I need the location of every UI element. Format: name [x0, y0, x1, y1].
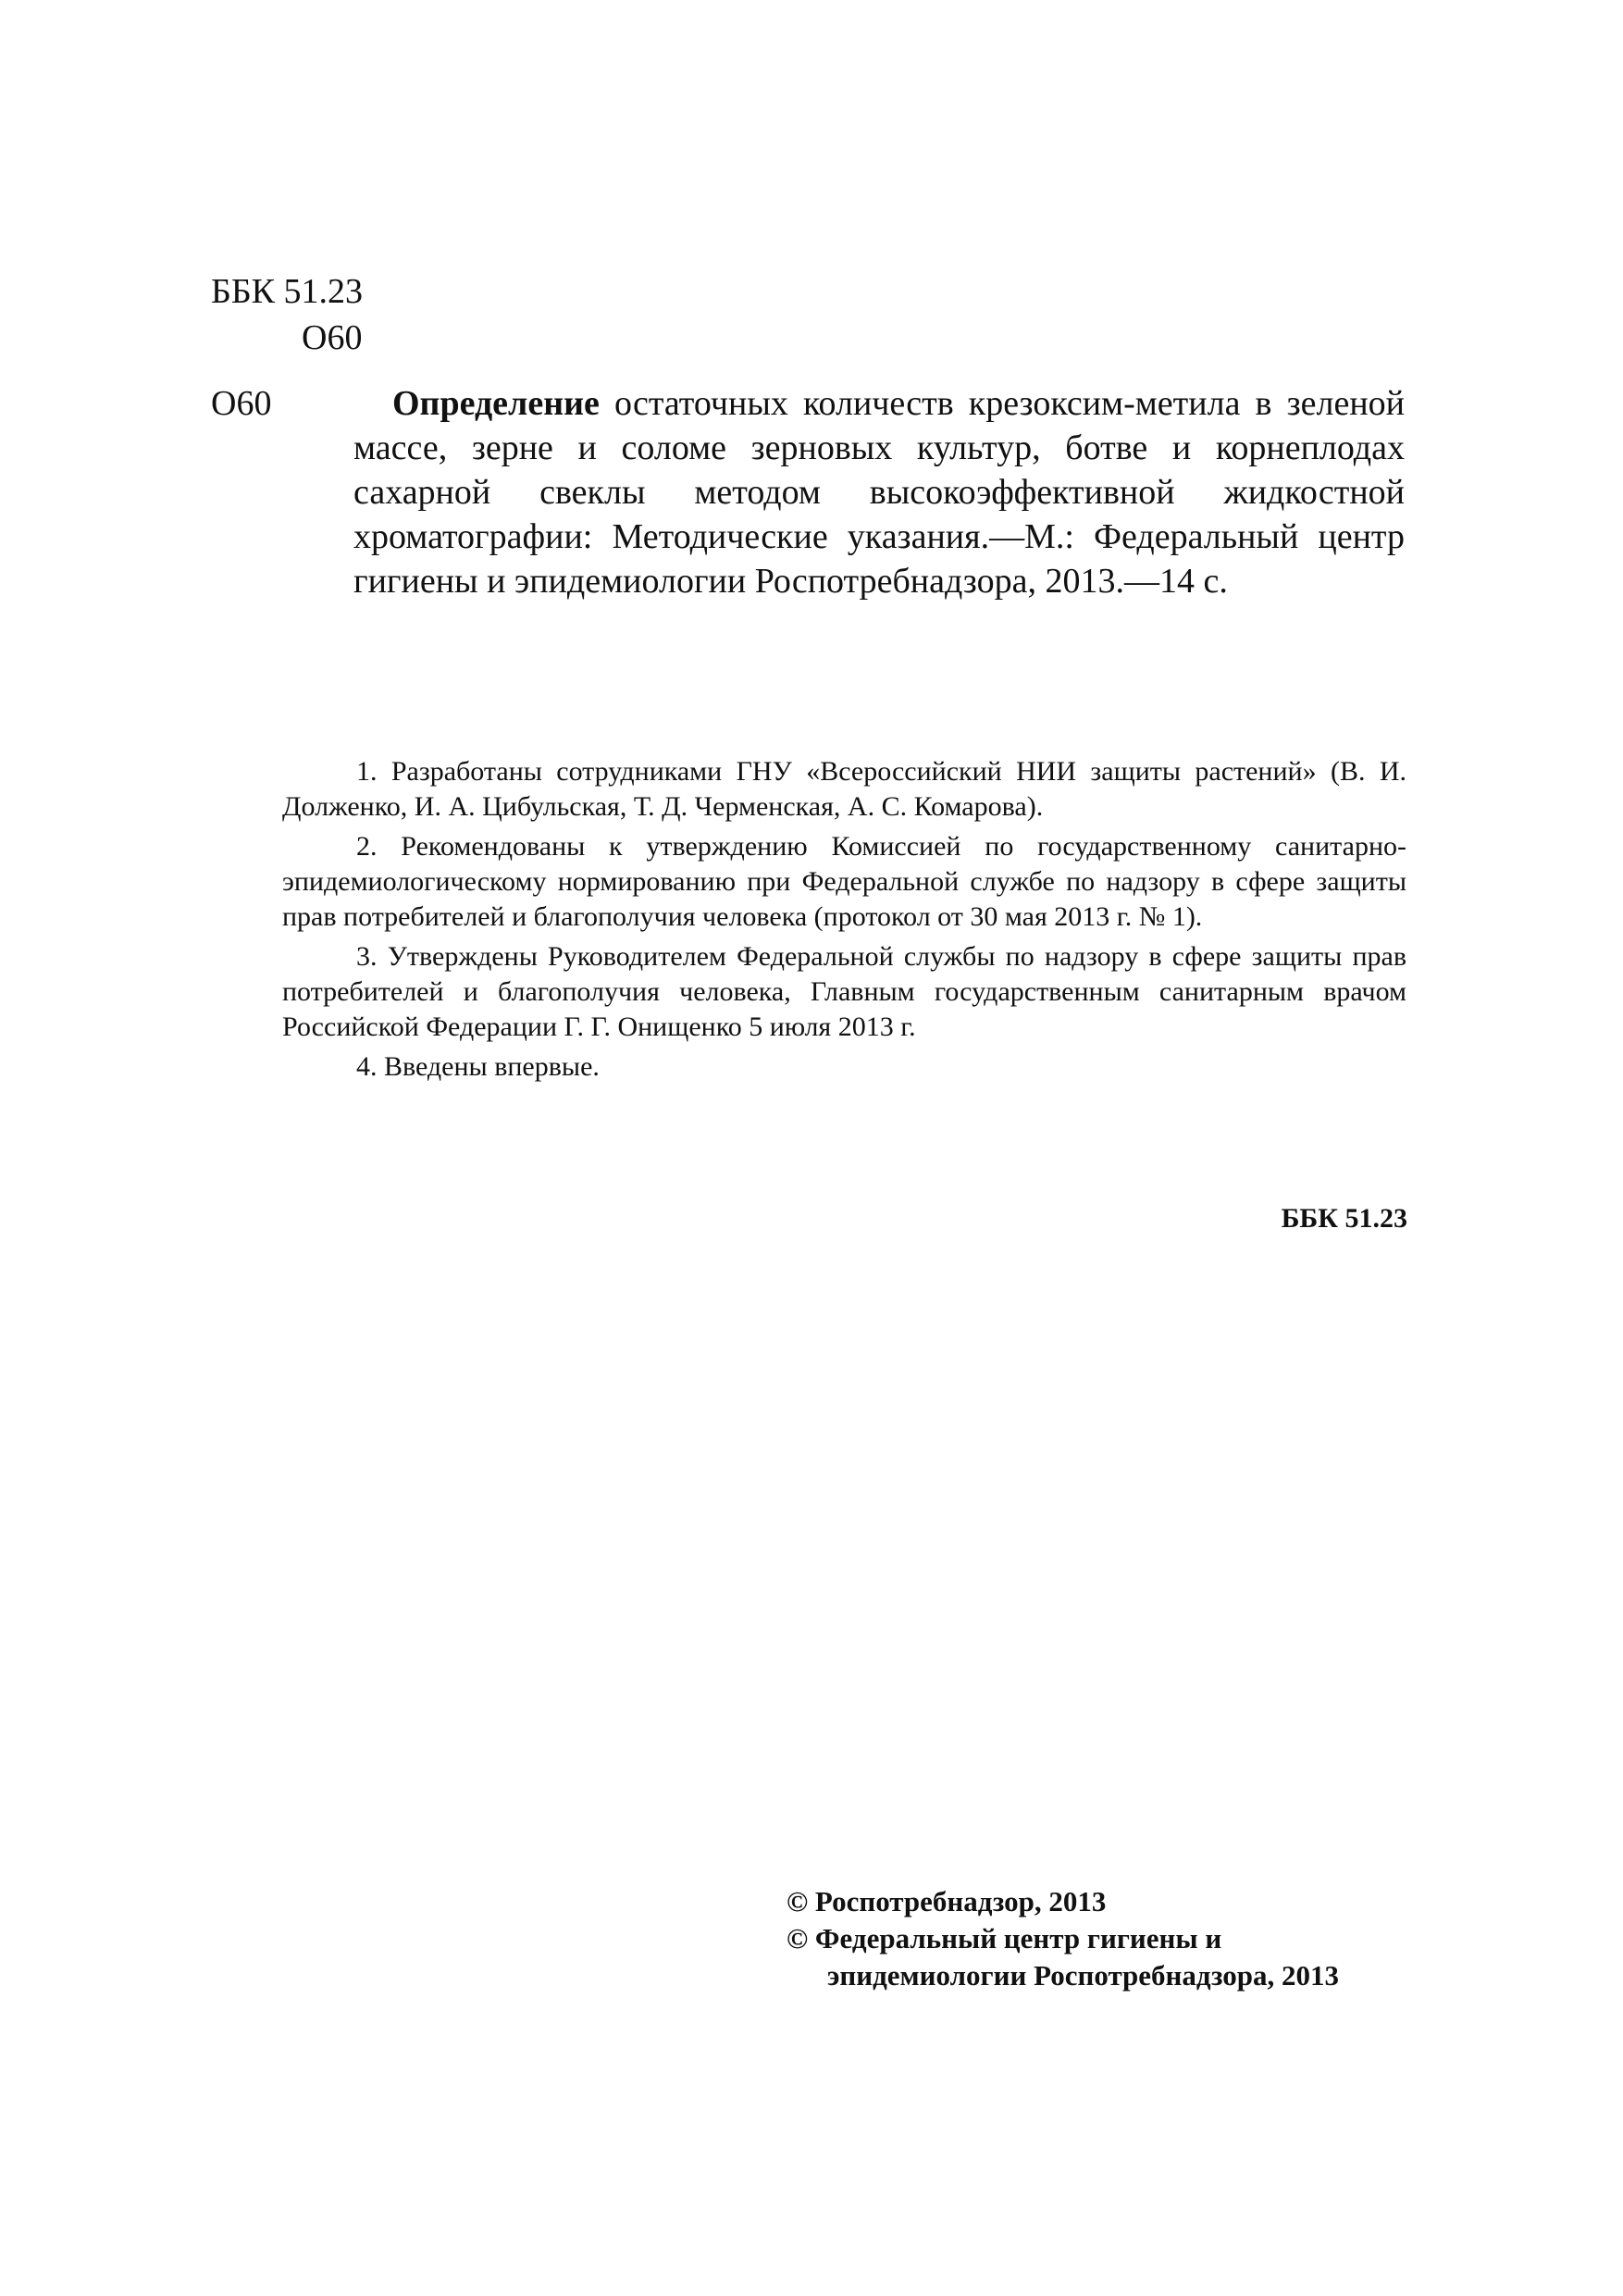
bbk-code-right: ББК 51.23: [1281, 1203, 1407, 1234]
note-item: 4. Введены впервые.: [356, 1051, 600, 1082]
bibliographic-description: [211, 381, 1405, 603]
biblio-text: [353, 381, 1405, 603]
note-item: 3. Утверждены Руководителем Федеральной службы по надзору в сфере защиты прав потребителей и благополучия человека, Главным государственным санитарным врачом Российской Федерации Г. Г. Онищенко 5 июля 2013 г.: [282, 941, 1406, 1042]
author-mark: О60: [302, 318, 363, 357]
copyright-line: эпидемиологии Роспотребнадзора, 2013: [827, 1959, 1339, 1992]
biblio-title-rest: остаточных количеств крезоксим-метила в зеленой массе, зерне и соломе зерновых культур, ботве и корнеплодах сахарной свеклы методом высокоэффективной жидкостной хроматографии: Методические указания.—М.: Федеральный центр гигиены и эпидемиологии Роспотребнадзора, 2013.—14 с.: [353, 384, 1405, 601]
copyright-line: © Роспотребнадзор, 2013: [787, 1885, 1107, 1917]
biblio-title-lead: Определение: [392, 384, 600, 423]
copyright-block: [787, 1883, 1339, 1994]
note-item: 2. Рекомендованы к утверждению Комиссией по государственному санитарно-эпидемиологическому нормированию при Федеральной службе по надзору в сфере защиты прав потребителей и благополучия человека (протокол от 30 мая 2013 г. № 1).: [282, 831, 1406, 932]
bbk-classification: [211, 268, 363, 361]
bbk-code: ББК 51.23: [211, 272, 363, 311]
copyright-line: © Федеральный центр гигиены и: [787, 1922, 1222, 1955]
note-item: 1. Разработаны сотрудниками ГНУ «Всероссийский НИИ защиты растений» (В. И. Долженко, И. А. Цибульская, Т. Д. Черменская, А. С. Комарова).: [282, 756, 1406, 822]
info-notes: [282, 754, 1406, 1089]
biblio-author-mark: О60: [211, 384, 272, 423]
